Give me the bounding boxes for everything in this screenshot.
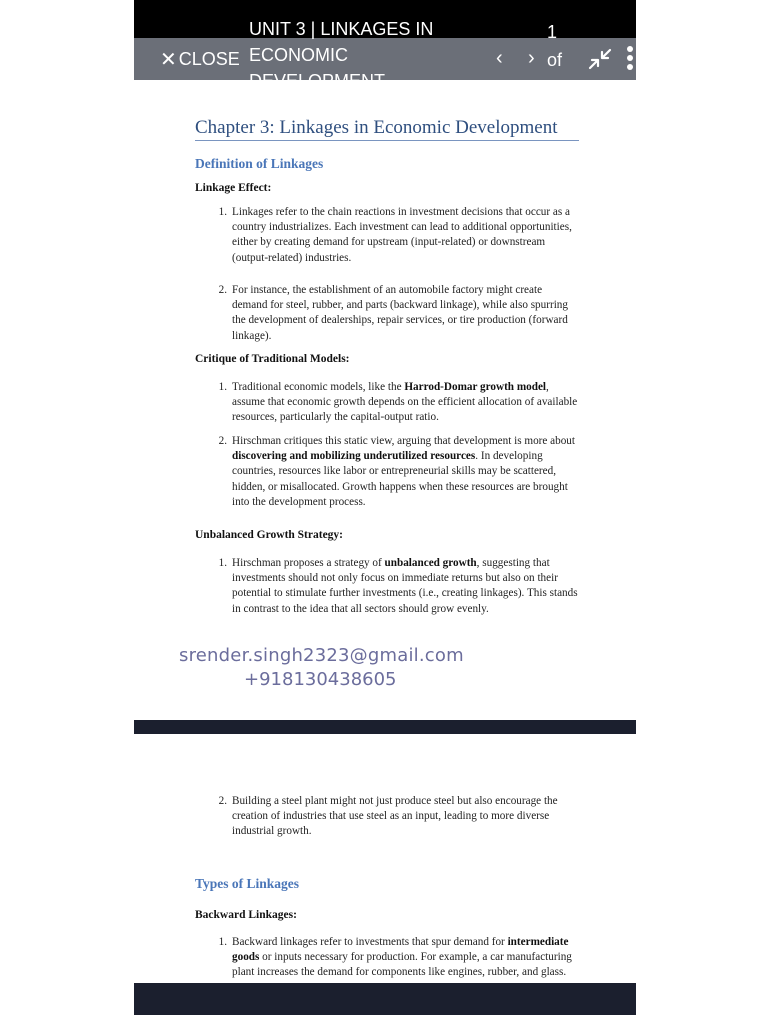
close-button[interactable] (160, 47, 240, 72)
close-label: CLOSE (178, 49, 240, 69)
chapter-title: Chapter 3: Linkages in Economic Development (195, 117, 579, 141)
watermark-email: srender.singh2323@gmail.com (179, 645, 464, 666)
subheading-unbalanced-growth: Unbalanced Growth Strategy: (195, 529, 344, 541)
document-title: UNIT 3 | LINKAGES IN ECONOMIC (249, 19, 434, 65)
list-item: 2. Hirschman critiques this static view, arguing that development is more about discovering and mobilizing underutilized resources. In developing countries, resources like labor or entrepreneurial skills may be scattered, hidden, or misallocated. Growth happens when these resources are brought into the development process. (218, 435, 576, 508)
document-viewer (134, 0, 636, 1015)
list-item: 2. Building a steel plant might not just produce steel but also encourage the creation of industries that use steel as an input, leading to more diverse industrial growth. (218, 795, 558, 838)
document-page-1 (134, 80, 636, 720)
bottom-nav-bar (134, 983, 636, 1015)
section-heading-types: Types of Linkages (195, 876, 300, 891)
page-current: 1 (547, 22, 558, 42)
section-heading-definition: Definition of Linkages (195, 156, 324, 171)
chevron-right-icon[interactable]: › (528, 47, 535, 69)
watermark-phone: +918130438605 (244, 669, 397, 690)
subheading-critique: Critique of Traditional Models: (195, 353, 350, 365)
page-separator (134, 720, 636, 734)
subheading-backward-linkages: Backward Linkages: (195, 909, 297, 921)
list-item: 2. For instance, the establishment of an automobile factory might create demand for steel, rubber, and parts (backward linkage), while also spurring the development of dealerships, repair services, or tire production (forward linkage). (218, 284, 568, 342)
chevron-left-icon[interactable]: ‹ (496, 47, 503, 69)
minimize-arrows-icon[interactable] (586, 46, 614, 72)
document-page-2 (134, 734, 636, 983)
subheading-linkage-effect: Linkage Effect: (195, 182, 272, 194)
list-item: 1. Linkages refer to the chain reactions in investment decisions that occur as a country industrializes. Each investment can lead to additional opportunities, either by creating demand for upstream (input-related) or downstream (output-related) industries. (218, 206, 572, 264)
page-of: of (547, 50, 563, 70)
list-item: 1. Traditional economic models, like the Harrod-Domar growth model, assume that economic growth depends on the efficient allocation of available resources, particularly the capital-output ratio. (218, 381, 578, 424)
viewer-toolbar (134, 19, 636, 80)
list-item: 1. Backward linkages refer to investments that spur demand for intermediate goods or inputs necessary for production. For example, a car manufacturing plant increases the demand for components like engines, rubber, and glass. (218, 936, 572, 979)
more-vert-icon[interactable] (624, 44, 636, 74)
close-x-icon: ✕ (160, 49, 177, 71)
list-item: 1. Hirschman proposes a strategy of unbalanced growth, suggesting that investments should not only focus on immediate returns but also on their potential to stimulate further investments (i.e., creating linkages). This stands in contrast to the idea that all sectors should grow evenly. (218, 557, 578, 615)
